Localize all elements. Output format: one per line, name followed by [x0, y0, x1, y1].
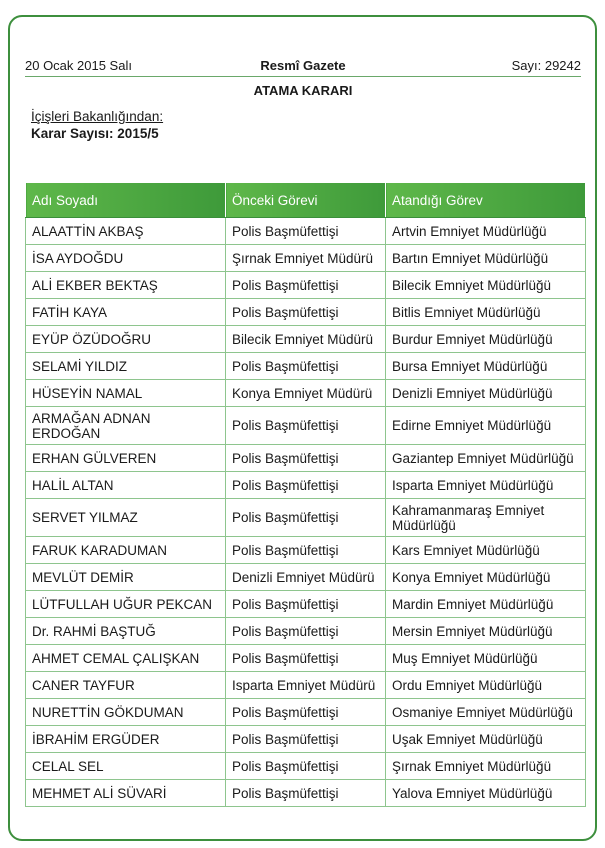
cell-previous-role: Polis Başmüfettişi: [226, 618, 386, 645]
cell-new-role: Konya Emniyet Müdürlüğü: [386, 564, 586, 591]
cell-name: ERHAN GÜLVEREN: [26, 445, 226, 472]
cell-name: LÜTFULLAH UĞUR PEKCAN: [26, 591, 226, 618]
cell-name: SERVET YILMAZ: [26, 499, 226, 537]
cell-previous-role: Şırnak Emniyet Müdürü: [226, 245, 386, 272]
cell-new-role: Bitlis Emniyet Müdürlüğü: [386, 299, 586, 326]
cell-name: FATİH KAYA: [26, 299, 226, 326]
cell-name: ALAATTİN AKBAŞ: [26, 218, 226, 245]
cell-name: FARUK KARADUMAN: [26, 537, 226, 564]
table-row: [26, 591, 586, 618]
cell-name: SELAMİ YILDIZ: [26, 353, 226, 380]
table-row: [26, 380, 586, 407]
cell-name: HÜSEYİN NAMAL: [26, 380, 226, 407]
cell-new-role: Burdur Emniyet Müdürlüğü: [386, 326, 586, 353]
cell-previous-role: Polis Başmüfettişi: [226, 353, 386, 380]
cell-previous-role: Polis Başmüfettişi: [226, 218, 386, 245]
cell-name: ARMAĞAN ADNAN ERDOĞAN: [26, 407, 226, 445]
cell-previous-role: Bilecik Emniyet Müdürü: [226, 326, 386, 353]
table-row: [26, 353, 586, 380]
table-row: [26, 445, 586, 472]
cell-previous-role: Polis Başmüfettişi: [226, 780, 386, 807]
table-row: [26, 407, 586, 445]
cell-previous-role: Polis Başmüfettişi: [226, 645, 386, 672]
cell-name: CANER TAYFUR: [26, 672, 226, 699]
cell-new-role: Mardin Emniyet Müdürlüğü: [386, 591, 586, 618]
cell-previous-role: Polis Başmüfettişi: [226, 726, 386, 753]
table-row: [26, 726, 586, 753]
cell-new-role: Bilecik Emniyet Müdürlüğü: [386, 272, 586, 299]
cell-new-role: Isparta Emniyet Müdürlüğü: [386, 472, 586, 499]
document-title: ATAMA KARARI: [253, 83, 353, 98]
cell-name: İSA AYDOĞDU: [26, 245, 226, 272]
cell-new-role: Kahramanmaraş Emniyet Müdürlüğü: [386, 499, 586, 537]
cell-new-role: Denizli Emniyet Müdürlüğü: [386, 380, 586, 407]
cell-previous-role: Konya Emniyet Müdürü: [226, 380, 386, 407]
cell-name: ALİ EKBER BEKTAŞ: [26, 272, 226, 299]
cell-new-role: Muş Emniyet Müdürlüğü: [386, 645, 586, 672]
cell-name: MEHMET ALİ SÜVARİ: [26, 780, 226, 807]
cell-previous-role: Polis Başmüfettişi: [226, 591, 386, 618]
cell-new-role: Uşak Emniyet Müdürlüğü: [386, 726, 586, 753]
cell-new-role: Edirne Emniyet Müdürlüğü: [386, 407, 586, 445]
table-row: [26, 299, 586, 326]
gazette-header: [25, 56, 581, 77]
cell-previous-role: Polis Başmüfettişi: [226, 299, 386, 326]
column-header-previous-role: Önceki Görevi: [226, 183, 386, 218]
appointments-table: [25, 182, 586, 807]
table-row: [26, 645, 586, 672]
cell-new-role: Osmaniye Emniyet Müdürlüğü: [386, 699, 586, 726]
column-header-name: Adı Soyadı: [26, 183, 226, 218]
header-date: 20 Ocak 2015 Salı: [25, 58, 132, 73]
cell-previous-role: Polis Başmüfettişi: [226, 753, 386, 780]
cell-previous-role: Isparta Emniyet Müdürü: [226, 672, 386, 699]
cell-new-role: Bursa Emniyet Müdürlüğü: [386, 353, 586, 380]
cell-previous-role: Polis Başmüfettişi: [226, 407, 386, 445]
ministry-name: İçişleri Bakanlığından:: [31, 109, 164, 124]
table-row: [26, 218, 586, 245]
cell-previous-role: Polis Başmüfettişi: [226, 499, 386, 537]
cell-previous-role: Polis Başmüfettişi: [226, 272, 386, 299]
table-row: [26, 326, 586, 353]
cell-name: EYÜP ÖZÜDOĞRU: [26, 326, 226, 353]
cell-new-role: Gaziantep Emniyet Müdürlüğü: [386, 445, 586, 472]
table-row: [26, 472, 586, 499]
cell-new-role: Şırnak Emniyet Müdürlüğü: [386, 753, 586, 780]
cell-name: Dr. RAHMİ BAŞTUĞ: [26, 618, 226, 645]
table-row: [26, 537, 586, 564]
cell-previous-role: Polis Başmüfettişi: [226, 445, 386, 472]
cell-name: CELAL SEL: [26, 753, 226, 780]
table-row: [26, 272, 586, 299]
cell-new-role: Artvin Emniyet Müdürlüğü: [386, 218, 586, 245]
table-row: [26, 499, 586, 537]
cell-name: NURETTİN GÖKDUMAN: [26, 699, 226, 726]
column-header-new-role: Atandığı Görev: [386, 183, 586, 218]
cell-previous-role: Polis Başmüfettişi: [226, 537, 386, 564]
table-row: [26, 780, 586, 807]
cell-new-role: Yalova Emniyet Müdürlüğü: [386, 780, 586, 807]
cell-new-role: Ordu Emniyet Müdürlüğü: [386, 672, 586, 699]
cell-previous-role: Polis Başmüfettişi: [226, 472, 386, 499]
header-issue: Sayı: 29242: [511, 58, 581, 73]
table-row: [26, 618, 586, 645]
cell-new-role: Bartın Emniyet Müdürlüğü: [386, 245, 586, 272]
cell-name: HALİL ALTAN: [26, 472, 226, 499]
cell-name: MEVLÜT DEMİR: [26, 564, 226, 591]
table-row: [26, 699, 586, 726]
table-row: [26, 564, 586, 591]
table-row: [26, 753, 586, 780]
table-row: [26, 672, 586, 699]
cell-name: İBRAHİM ERGÜDER: [26, 726, 226, 753]
table-header-row: [26, 183, 586, 218]
cell-name: AHMET CEMAL ÇALIŞKAN: [26, 645, 226, 672]
cell-new-role: Kars Emniyet Müdürlüğü: [386, 537, 586, 564]
cell-new-role: Mersin Emniyet Müdürlüğü: [386, 618, 586, 645]
cell-previous-role: Denizli Emniyet Müdürü: [226, 564, 386, 591]
header-publication: Resmî Gazete: [260, 58, 346, 73]
cell-previous-role: Polis Başmüfettişi: [226, 699, 386, 726]
table-row: [26, 245, 586, 272]
decision-number: Karar Sayısı: 2015/5: [31, 126, 159, 141]
